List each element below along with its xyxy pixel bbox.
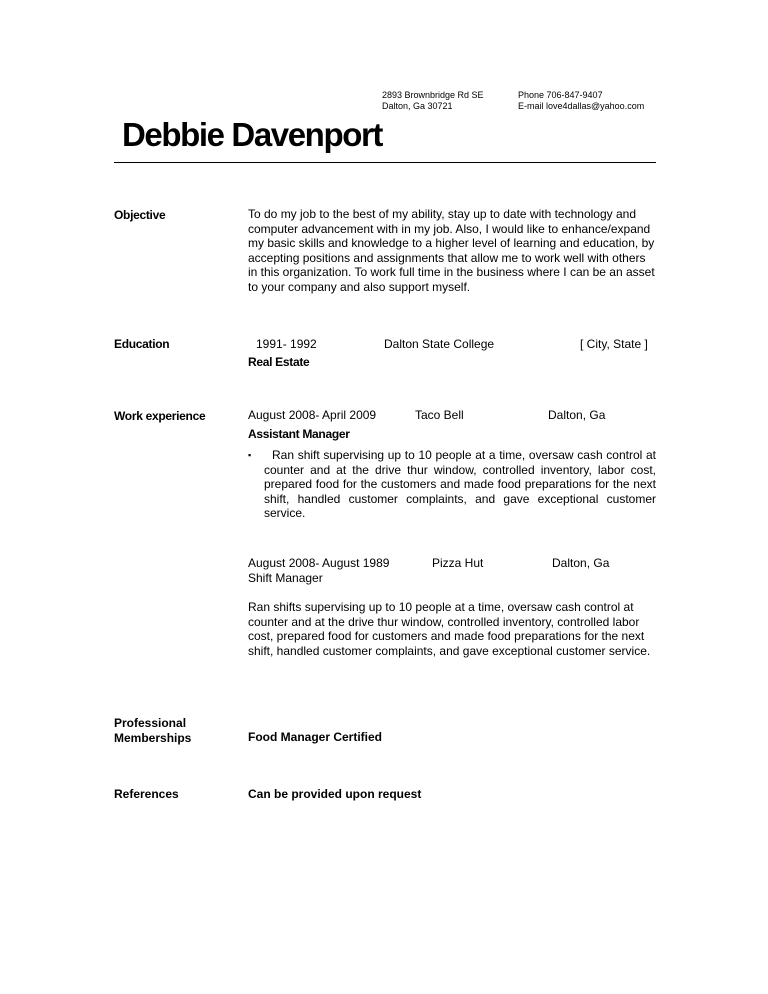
work-experience-label: Work experience [114, 409, 206, 423]
references-value: Can be provided upon request [248, 787, 422, 801]
memberships-value: Food Manager Certified [248, 730, 383, 744]
address-line2: Dalton, Ga 30721 [382, 101, 453, 111]
address-block [382, 90, 484, 112]
job-1-bullet-item [248, 448, 656, 521]
objective-text: To do my job to the best of my ability, stay up to date with technology and computer advancement with in my job. Also, I would like to enhance/expand my basic skills and knowledge to a higher level of learning and education, by accepting positions and assignments that allow me to work well with others in this organization. To work full time in the business where I can be an asset to your company and also support myself. [248, 207, 655, 294]
objective-label: Objective [114, 208, 166, 222]
job-1-description: Ran shift supervising up to 10 people at a time, oversaw cash control at counter and at the drive thur window, controlled inventory, labor cost, prepared food for the customers and made food preparations for the next shift, handled customer complaints, and gave exceptional customer service. [264, 448, 656, 521]
education-location: [ City, State ] [580, 337, 648, 351]
job-1-location: Dalton, Ga [548, 408, 606, 422]
job-1-company: Taco Bell [415, 408, 464, 422]
job-2-company: Pizza Hut [432, 556, 484, 570]
job-2-title: Shift Manager [248, 571, 323, 585]
education-years: 1991- 1992 [256, 337, 317, 351]
bullet-icon: ▪ [248, 450, 252, 460]
job-2-dates: August 2008- August 1989 [248, 556, 390, 570]
email-address: E-mail love4dallas@yahoo.com [518, 101, 645, 111]
job-2-description: Ran shifts supervising up to 10 people at a time, oversaw cash control at counter and at the drive thur window, controlled inventory, controlled labor cost, prepared food for customers and made food preparations for the next shift, handled customer complaints, and gave exceptional customer service. [248, 600, 651, 658]
address-line1: 2893 Brownbridge Rd SE [382, 90, 484, 100]
contact-info-block [518, 90, 644, 112]
job-1-title: Assistant Manager [248, 427, 350, 441]
phone-number: Phone 706-847-9407 [518, 90, 603, 100]
education-school: Dalton State College [384, 337, 495, 351]
job-2-location: Dalton, Ga [552, 556, 610, 570]
education-label: Education [114, 337, 170, 351]
references-label: References [114, 787, 179, 801]
header-divider [114, 162, 656, 163]
memberships-label-line2: Memberships [114, 730, 192, 745]
job-1-dates: August 2008- April 2009 [248, 408, 377, 422]
education-field: Real Estate [248, 355, 310, 369]
memberships-label [114, 716, 191, 745]
resume-name: Debbie Davenport [122, 116, 382, 153]
memberships-label-line1: Professional [114, 716, 187, 730]
